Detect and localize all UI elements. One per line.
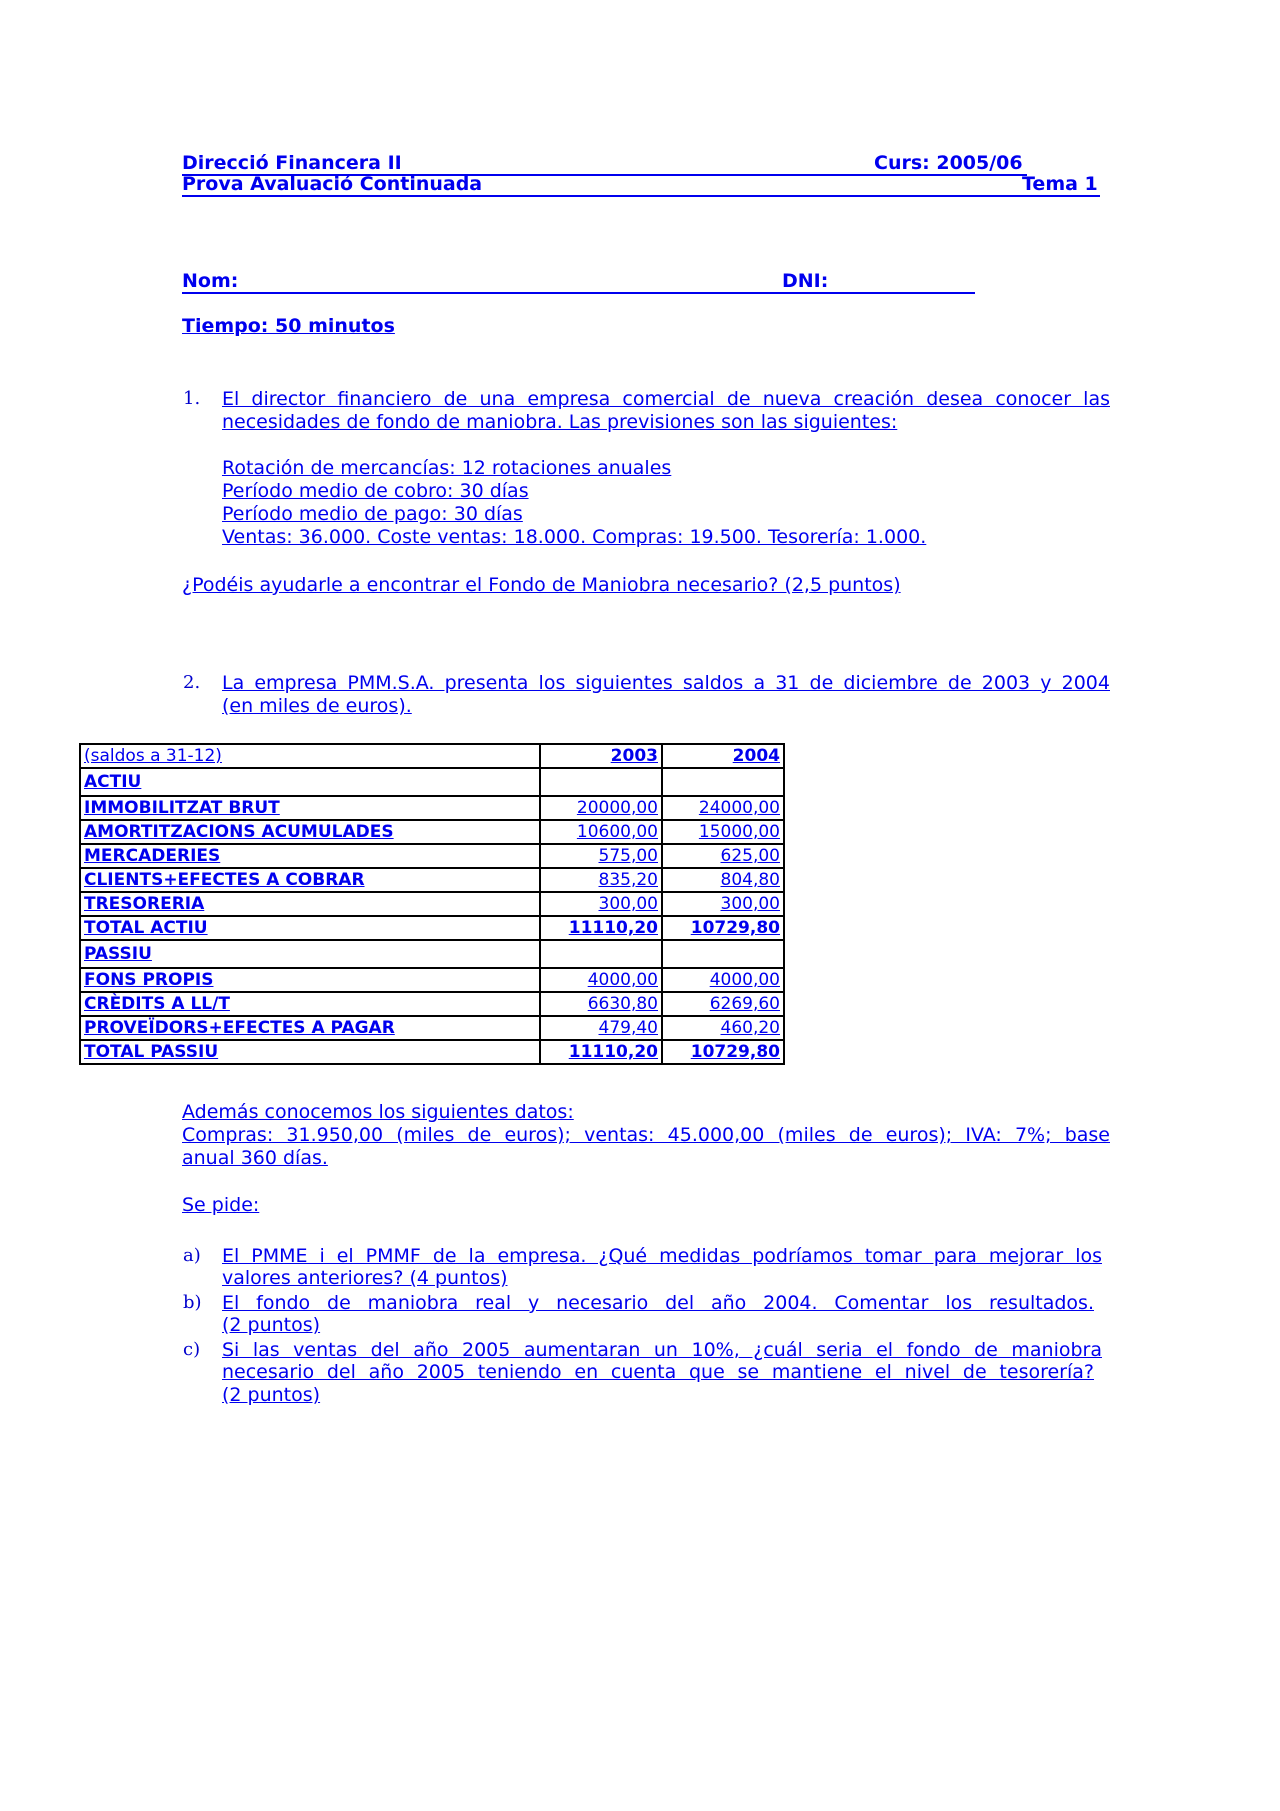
table-row (80, 916, 784, 940)
item-b-line1: El fondo de maniobra real y necesario del año 2004. Comentar los resultados. (222, 1292, 1094, 1314)
row-label: CRÈDITS A LL/T (80, 992, 540, 1016)
row-label: PROVEÏDORS+EFECTES A PAGAR (80, 1016, 540, 1040)
row-label: CLIENTS+EFECTES A COBRAR (80, 868, 540, 892)
table-row (80, 992, 784, 1016)
item-a-line1: El PMME i el PMMF de la empresa. ¿Qué medidas podríamos tomar para mejorar los (222, 1245, 1102, 1267)
q2-line2: (en miles de euros). (222, 695, 412, 717)
q1-question: ¿Podéis ayudarle a encontrar el Fondo de Maniobra necesario? (2,5 puntos) (182, 574, 901, 596)
row-value-2004: 15000,00 (662, 820, 784, 844)
table-row (80, 940, 784, 968)
item-b-label: b) (183, 1292, 202, 1313)
row-value-2004: 10729,80 (662, 1040, 784, 1064)
row-label: TOTAL ACTIU (80, 916, 540, 940)
table-header-2003: 2003 (540, 744, 662, 768)
row-value-2004: 24000,00 (662, 796, 784, 820)
table-row (80, 892, 784, 916)
row-label: ACTIU (80, 768, 540, 796)
table-row (80, 868, 784, 892)
extra-line1: Compras: 31.950,00 (miles de euros); ventas: 45.000,00 (miles de euros); IVA: 7%; base (182, 1124, 1110, 1146)
item-c-line2: necesario del año 2005 teniendo en cuenta que se mantiene el nivel de tesorería? (222, 1361, 1094, 1383)
row-label: TRESORERIA (80, 892, 540, 916)
row-value-2004: 804,80 (662, 868, 784, 892)
extra-intro: Además conocemos los siguientes datos: (182, 1101, 574, 1123)
se-pide: Se pide: (182, 1194, 260, 1216)
row-value-2004: 10729,80 (662, 916, 784, 940)
item-a-line2: valores anteriores? (4 puntos) (222, 1267, 508, 1289)
table-header-row (80, 744, 784, 768)
nom-blank-line[interactable] (182, 292, 650, 294)
q1-line1: El director financiero de una empresa comercial de nueva creación desea conocer las (222, 388, 1110, 410)
row-value-2003: 575,00 (540, 844, 662, 868)
q2-number: 2. (183, 672, 201, 693)
item-c-line1: Si las ventas del año 2005 aumentaran un 10%, ¿cuál seria el fondo de maniobra (222, 1339, 1102, 1361)
table-row (80, 1016, 784, 1040)
row-value-2004: 625,00 (662, 844, 784, 868)
row-value-2003 (540, 768, 662, 796)
item-a-label: a) (183, 1245, 201, 1266)
item-c-line3: (2 puntos) (222, 1384, 321, 1406)
table-header-label: (saldos a 31-12) (80, 744, 540, 768)
nom-label: Nom: (182, 270, 239, 292)
row-value-2003: 10600,00 (540, 820, 662, 844)
row-value-2003: 11110,20 (540, 1040, 662, 1064)
row-value-2003: 479,40 (540, 1016, 662, 1040)
row-value-2004 (662, 940, 784, 968)
table-row (80, 968, 784, 992)
table-row (80, 1040, 784, 1064)
item-b-line2: (2 puntos) (222, 1314, 321, 1336)
q2-line1: La empresa PMM.S.A. presenta los siguientes saldos a 31 de diciembre de 2003 y 2004 (222, 672, 1110, 694)
dni-label: DNI: (782, 270, 829, 292)
q1-number: 1. (183, 388, 201, 409)
item-c-label: c) (183, 1339, 201, 1360)
row-value-2003: 20000,00 (540, 796, 662, 820)
row-value-2003: 835,20 (540, 868, 662, 892)
row-value-2003: 4000,00 (540, 968, 662, 992)
row-label: TOTAL PASSIU (80, 1040, 540, 1064)
time-limit: Tiempo: 50 minutos (182, 315, 395, 337)
row-value-2003: 6630,80 (540, 992, 662, 1016)
q1-data-1: Rotación de mercancías: 12 rotaciones anuales (222, 457, 672, 479)
q1-data-2: Período medio de cobro: 30 días (222, 480, 529, 502)
row-value-2003 (540, 940, 662, 968)
row-label: PASSIU (80, 940, 540, 968)
table-row (80, 796, 784, 820)
row-label: MERCADERIES (80, 844, 540, 868)
row-value-2003: 11110,20 (540, 916, 662, 940)
row-value-2004: 4000,00 (662, 968, 784, 992)
row-label: AMORTITZACIONS ACUMULADES (80, 820, 540, 844)
table-row (80, 820, 784, 844)
tema-label: Tema 1 (1022, 173, 1098, 195)
extra-line2: anual 360 días. (182, 1147, 328, 1169)
q1-line2: necesidades de fondo de maniobra. Las previsiones son las siguientes: (222, 411, 898, 433)
row-value-2004 (662, 768, 784, 796)
course-title: Direcció Financera II (182, 152, 402, 174)
header-rule-2 (182, 195, 1100, 197)
exam-title: Prova Avaluació Continuada (182, 173, 483, 195)
table-row (80, 844, 784, 868)
row-value-2004: 300,00 (662, 892, 784, 916)
dni-blank-line[interactable] (650, 292, 975, 294)
balance-table (79, 743, 785, 1065)
table-row (80, 768, 784, 796)
curs-label: Curs: 2005/06 (874, 152, 1023, 174)
row-label: IMMOBILITZAT BRUT (80, 796, 540, 820)
row-value-2004: 6269,60 (662, 992, 784, 1016)
q1-data-4: Ventas: 36.000. Coste ventas: 18.000. Compras: 19.500. Tesorería: 1.000. (222, 526, 927, 548)
table-header-2004: 2004 (662, 744, 784, 768)
row-value-2003: 300,00 (540, 892, 662, 916)
row-label: FONS PROPIS (80, 968, 540, 992)
row-value-2004: 460,20 (662, 1016, 784, 1040)
q1-data-3: Período medio de pago: 30 días (222, 503, 523, 525)
